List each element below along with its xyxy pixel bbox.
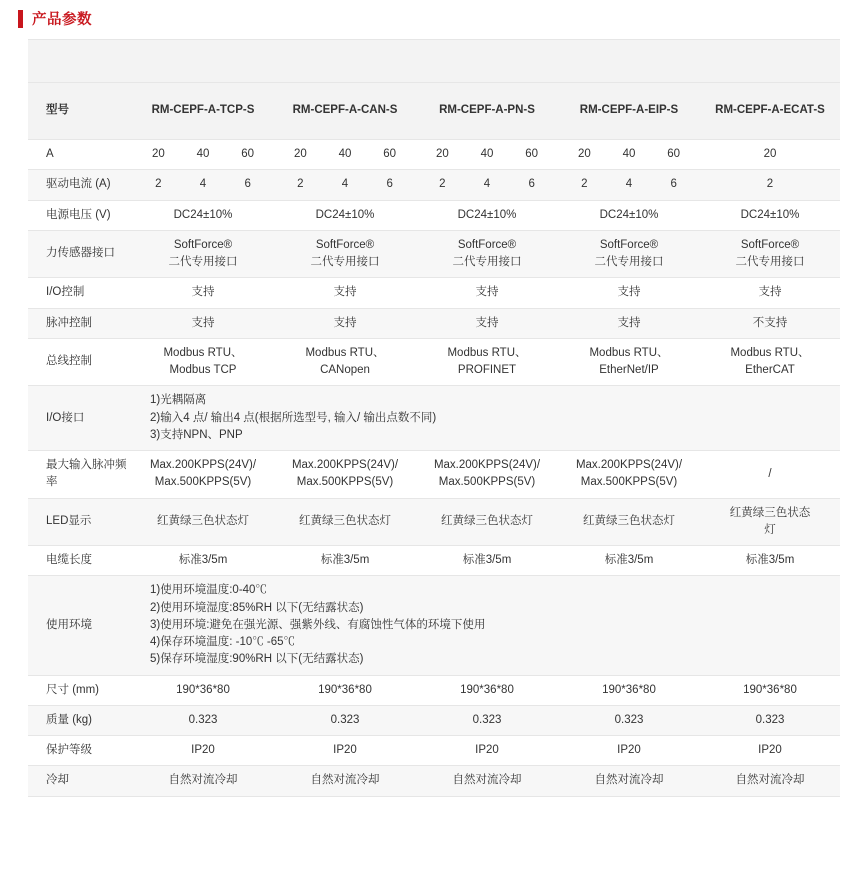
table-cell-group <box>132 170 274 200</box>
table-cell: 支持 <box>558 308 700 338</box>
table-row <box>28 705 840 735</box>
table-cell-line: Max.500KPPS(5V) <box>154 476 252 489</box>
table-cell-line: 二代专用接口 <box>310 256 380 268</box>
table-cell-line: Modbus RTU、 <box>447 346 527 359</box>
table-cell-line: PROFINET <box>457 364 517 376</box>
table-cell-value: 20 <box>293 148 307 160</box>
table-cell-value: 6 <box>386 178 393 191</box>
table-row-label: 电源电压 (V) <box>28 200 132 230</box>
table-cell-line: 二代专用接口 <box>168 256 238 268</box>
table-cell-value: 2 <box>439 178 446 191</box>
table-cell-line: 二代专用接口 <box>594 256 664 268</box>
table-cell-line: Max.200KPPS(24V)/ <box>291 459 399 471</box>
table-cell: 标准3/5m <box>558 546 700 576</box>
table-row <box>28 308 840 338</box>
table-cell-line: Modbus RTU、 <box>730 346 810 359</box>
table-cell-group <box>274 170 416 200</box>
table-row <box>28 498 840 546</box>
table-cell-value: 4 <box>625 178 633 191</box>
table-top-band-cell <box>416 40 558 83</box>
table-cell-line: Modbus RTU、 <box>589 346 669 359</box>
table-row-label: 总线控制 <box>28 338 132 386</box>
table-row <box>28 278 840 308</box>
table-row <box>28 200 840 230</box>
table-cell: 0.323 <box>700 705 840 735</box>
table-cell-line: 2)使用环境湿度:85%RH 以下(无结露状态) <box>150 601 364 614</box>
table-cell-line: SoftForce® <box>599 238 659 251</box>
table-row-label: 脉冲控制 <box>28 308 132 338</box>
table-row-label: 冷却 <box>28 766 132 796</box>
table-row <box>28 736 840 766</box>
table-header-model: RM-CEPF-A-PN-S <box>416 83 558 140</box>
table-cell <box>132 338 274 386</box>
table-cell-line: CANopen <box>320 364 370 376</box>
table-row <box>28 170 840 200</box>
page-title: 产品参数 <box>32 12 92 28</box>
table-row-label: 电缆长度 <box>28 546 132 576</box>
table-cell-value: 4 <box>341 178 349 191</box>
table-cell-value: 40 <box>622 148 636 160</box>
table-cell-line: Max.500KPPS(5V) <box>438 476 536 489</box>
table-cell-line: 4)保存环境温度: -10℃ -65℃ <box>150 636 296 648</box>
table-cell-value: 20 <box>435 148 449 160</box>
table-row <box>28 766 840 796</box>
table-cell-line: 二代专用接口 <box>735 256 805 268</box>
table-cell: 自然对流冷却 <box>132 766 274 796</box>
table-cell-line: SoftForce® <box>457 238 517 251</box>
table-cell-value: 60 <box>525 148 539 160</box>
table-cell-line: Max.200KPPS(24V)/ <box>433 459 541 471</box>
table-cell: 自然对流冷却 <box>558 766 700 796</box>
table-cell-line: Max.200KPPS(24V)/ <box>149 459 257 471</box>
table-cell <box>274 451 416 499</box>
table-cell-line: Modbus RTU、 <box>305 346 385 359</box>
table-cell-line: 灯 <box>764 523 776 536</box>
table-cell: 自然对流冷却 <box>416 766 558 796</box>
table-cell-line: 3)支持NPN、PNP <box>150 428 243 441</box>
table-cell-line: 二代专用接口 <box>452 256 522 268</box>
table-row-label: 力传感器接口 <box>28 230 132 278</box>
table-cell-line: / <box>768 467 772 480</box>
table-cell: DC24±10% <box>274 200 416 230</box>
table-top-band-cell <box>274 40 416 83</box>
table-header-model: RM-CEPF-A-CAN-S <box>274 83 416 140</box>
table-cell: 190*36*80 <box>558 675 700 705</box>
table-cell-group <box>558 170 700 200</box>
table-top-band-cell <box>700 40 840 83</box>
table-row-label: I/O控制 <box>28 278 132 308</box>
table-cell: 自然对流冷却 <box>274 766 416 796</box>
table-row <box>28 230 840 278</box>
table-cell-line: 3)使用环境:避免在强光源、强紫外线、有腐蚀性气体的环境下使用 <box>150 618 486 631</box>
table-row <box>28 386 840 451</box>
table-cell-line: Max.500KPPS(5V) <box>580 476 678 489</box>
table-cell-line: Modbus TCP <box>169 364 237 376</box>
table-cell: 190*36*80 <box>700 675 840 705</box>
table-row-label: 保护等级 <box>28 736 132 766</box>
table-row-label: A <box>28 140 132 170</box>
table-cell-line: 红黄绿三色状态灯 <box>583 515 675 528</box>
table-cell <box>558 230 700 278</box>
table-cell-block <box>132 576 840 675</box>
table-cell <box>416 498 558 546</box>
table-row-label: 最大输入脉冲频率 <box>28 451 132 499</box>
table-cell <box>274 338 416 386</box>
table-cell: 支持 <box>132 308 274 338</box>
table-top-band <box>28 40 840 83</box>
table-cell: DC24±10% <box>700 200 840 230</box>
table-row <box>28 140 840 170</box>
table-cell-value: 40 <box>338 148 352 160</box>
table-cell: 支持 <box>416 308 558 338</box>
table-cell <box>274 230 416 278</box>
table-cell-line: SoftForce® <box>173 238 233 251</box>
table-header-model: RM-CEPF-A-EIP-S <box>558 83 700 140</box>
table-cell-line: 1)光耦隔离 <box>150 394 207 407</box>
table-cell-line: 红黄绿三色状态灯 <box>157 515 249 528</box>
section-title <box>0 0 868 39</box>
table-cell-value: 60 <box>383 148 397 160</box>
table-cell-line: 红黄绿三色状态灯 <box>299 515 391 528</box>
table-cell: IP20 <box>132 736 274 766</box>
table-cell <box>700 338 840 386</box>
table-cell-value: 20 <box>151 148 165 160</box>
table-cell-line: 1)使用环境温度:0-40℃ <box>150 584 267 597</box>
table-cell-group <box>558 140 700 170</box>
table-cell-line: SoftForce® <box>315 238 375 251</box>
table-cell-line: SoftForce® <box>740 238 800 251</box>
table-cell <box>416 451 558 499</box>
table-cell: 0.323 <box>558 705 700 735</box>
table-cell <box>700 498 840 546</box>
table-cell: IP20 <box>558 736 700 766</box>
table-cell: DC24±10% <box>416 200 558 230</box>
table-row <box>28 451 840 499</box>
table-cell: 支持 <box>558 278 700 308</box>
table-cell <box>132 230 274 278</box>
table-cell-value: 20 <box>763 148 777 160</box>
table-row <box>28 576 840 675</box>
table-row <box>28 546 840 576</box>
table-cell-value: 2 <box>297 178 304 191</box>
table-cell <box>132 451 274 499</box>
table-cell: 支持 <box>274 308 416 338</box>
table-cell <box>416 338 558 386</box>
table-row <box>28 675 840 705</box>
table-cell-block <box>132 386 840 451</box>
table-cell-value: 2 <box>766 178 774 191</box>
table-cell: 190*36*80 <box>132 675 274 705</box>
table-cell-value: 6 <box>244 178 251 191</box>
table-cell: DC24±10% <box>558 200 700 230</box>
table-row-label: I/O接口 <box>28 386 132 451</box>
table-cell: 支持 <box>274 278 416 308</box>
table-cell <box>700 230 840 278</box>
table-cell: 自然对流冷却 <box>700 766 840 796</box>
table-cell-value: 2 <box>581 178 588 191</box>
table-cell-group <box>416 170 558 200</box>
table-row-label: 尺寸 (mm) <box>28 675 132 705</box>
table-cell: 190*36*80 <box>416 675 558 705</box>
table-top-band-cell <box>28 40 132 83</box>
table-cell-group <box>700 170 840 200</box>
table-cell: 0.323 <box>416 705 558 735</box>
table-cell-line: 5)保存环境湿度:90%RH 以下(无结露状态) <box>150 653 364 666</box>
table-cell: 0.323 <box>274 705 416 735</box>
table-cell-value: 2 <box>155 178 162 191</box>
table-cell: 标准3/5m <box>274 546 416 576</box>
table-cell-group <box>416 140 558 170</box>
table-cell <box>558 451 700 499</box>
table-header-row <box>28 83 840 140</box>
table-cell: IP20 <box>700 736 840 766</box>
table-cell-value: 4 <box>483 178 491 191</box>
table-cell: 标准3/5m <box>416 546 558 576</box>
table-header-model-label: 型号 <box>28 83 132 140</box>
table-cell-value: 40 <box>196 148 210 160</box>
table-cell <box>132 498 274 546</box>
table-cell: 标准3/5m <box>700 546 840 576</box>
table-cell-line: Modbus RTU、 <box>163 346 243 359</box>
table-cell: 标准3/5m <box>132 546 274 576</box>
table-cell-value: 60 <box>241 148 255 160</box>
table-row-label: 使用环境 <box>28 576 132 675</box>
table-cell <box>700 451 840 499</box>
spec-table <box>28 39 840 797</box>
table-cell <box>274 498 416 546</box>
table-cell-value: 20 <box>577 148 591 160</box>
table-cell <box>558 338 700 386</box>
table-cell <box>558 498 700 546</box>
table-header-model: RM-CEPF-A-TCP-S <box>132 83 274 140</box>
table-cell-value: 40 <box>480 148 494 160</box>
table-row-label: 驱动电流 (A) <box>28 170 132 200</box>
table-cell: IP20 <box>416 736 558 766</box>
table-cell: DC24±10% <box>132 200 274 230</box>
table-cell-group <box>700 140 840 170</box>
table-cell-value: 6 <box>670 178 677 191</box>
table-cell-line: Max.500KPPS(5V) <box>296 476 394 489</box>
table-cell: 190*36*80 <box>274 675 416 705</box>
table-cell: 支持 <box>700 278 840 308</box>
title-accent-bar <box>18 10 23 28</box>
table-cell-group <box>132 140 274 170</box>
table-cell-group <box>274 140 416 170</box>
table-header-model: RM-CEPF-A-ECAT-S <box>700 83 840 140</box>
table-cell <box>416 230 558 278</box>
table-cell-line: EtherNet/IP <box>599 364 659 376</box>
table-top-band-cell <box>558 40 700 83</box>
table-cell-line: 红黄绿三色状态 <box>729 506 811 519</box>
table-cell-line: 2)输入4 点/ 输出4 点(根据所选型号, 输入/ 输出点数不同) <box>150 411 437 424</box>
table-top-band-cell <box>132 40 274 83</box>
spec-table-wrapper <box>0 39 868 797</box>
table-cell-value: 60 <box>667 148 681 160</box>
table-cell: IP20 <box>274 736 416 766</box>
table-cell: 不支持 <box>700 308 840 338</box>
table-row-label: LED显示 <box>28 498 132 546</box>
table-cell-line: Max.200KPPS(24V)/ <box>575 459 683 471</box>
table-cell: 支持 <box>416 278 558 308</box>
table-cell-line: EtherCAT <box>745 364 795 376</box>
table-cell-line: 红黄绿三色状态灯 <box>441 515 533 528</box>
table-cell-value: 4 <box>199 178 207 191</box>
table-row <box>28 338 840 386</box>
table-row-label: 质量 (kg) <box>28 705 132 735</box>
table-cell-value: 6 <box>528 178 535 191</box>
table-cell: 支持 <box>132 278 274 308</box>
table-cell: 0.323 <box>132 705 274 735</box>
